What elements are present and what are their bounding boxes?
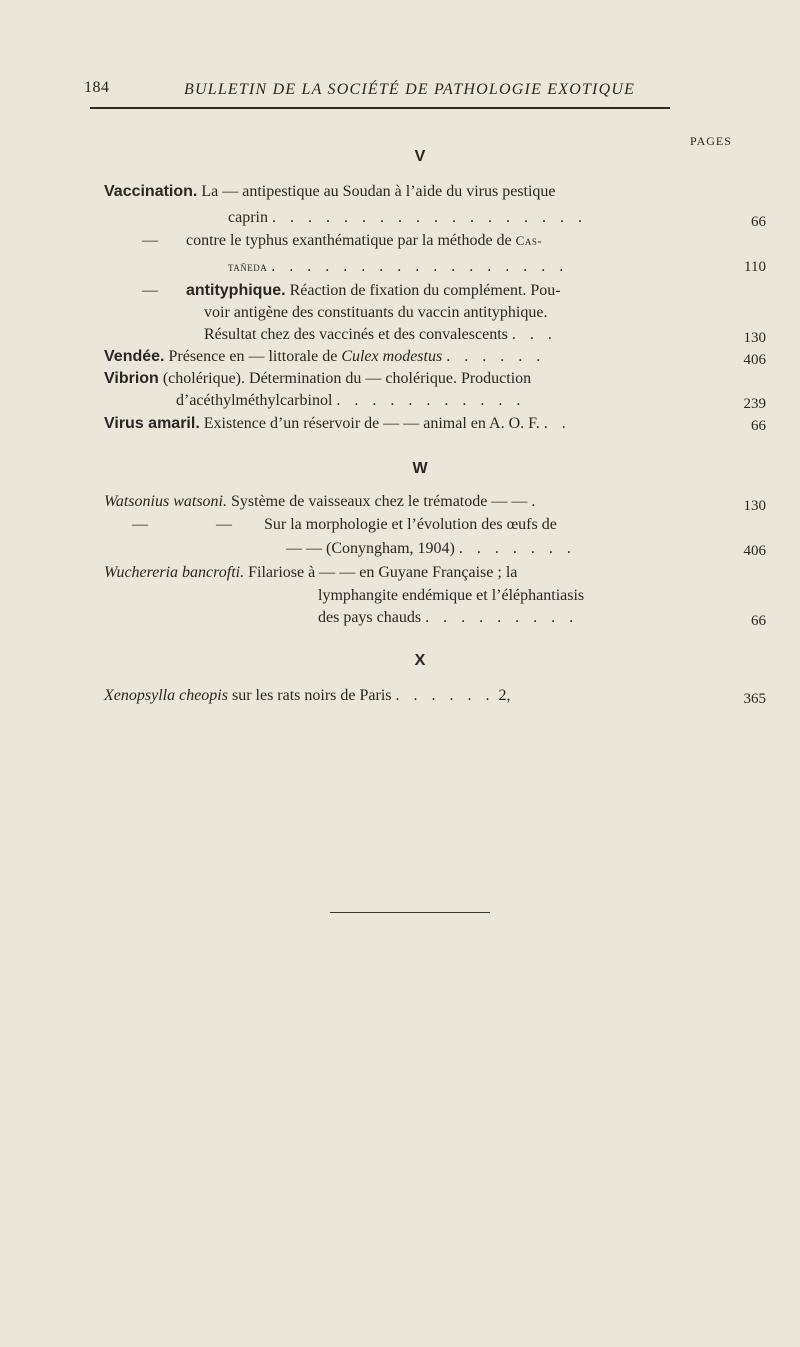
section-letter-v: V — [414, 148, 426, 165]
entry-text: Existence d’un réservoir de — — animal en A. O. F. — [203, 415, 540, 432]
page-ref: 365 — [743, 691, 766, 707]
entry-watsonius — [104, 493, 535, 511]
entry-text: des pays chauds — [318, 609, 422, 626]
page-ref: 406 — [743, 543, 766, 559]
leader-dots: . . . . . . . . . — [425, 609, 579, 626]
entry-wuchereria-line2: lymphangite endémique et l’éléphantiasis — [318, 587, 585, 604]
leader-dots: . . . . . . — [395, 687, 495, 704]
author-name: tañeda — [228, 259, 268, 274]
entry-text: Filariose à — — en Guyane Française ; la — [248, 564, 518, 581]
entry-typhus-line2 — [228, 258, 568, 276]
entry-text: La — antipestique au Soudan à l’aide du virus pestique — [201, 183, 556, 200]
entry-text: Système de vaisseaux chez le trématode — — — [231, 493, 528, 510]
species-name: Culex modestus — [341, 348, 443, 365]
entry-text: (cholérique). Détermination du — cholérique. Production — [162, 370, 532, 387]
page-ref: 66 — [751, 418, 766, 434]
leader-dots: . — [531, 493, 536, 510]
leader-dots: . . — [543, 415, 571, 432]
entry-antityphique-line3 — [204, 326, 557, 344]
leader-dots: . . . — [511, 326, 557, 343]
entry-text: Résultat chez des vaccinés et des convalescents — [204, 326, 508, 343]
entry-text: d’acéthylméthylcarbinol — [176, 392, 333, 409]
ditto-dash: — — [142, 282, 158, 299]
page-ref: 130 — [743, 498, 766, 514]
species-name: Watsonius watsoni. — [104, 493, 227, 510]
entry-xenopsylla — [104, 687, 511, 705]
page-ref: 406 — [743, 352, 766, 368]
section-letter-x: X — [414, 652, 426, 669]
page-ref: 239 — [743, 396, 766, 412]
end-rule — [330, 912, 490, 913]
entry-vendee — [104, 348, 545, 366]
page-number: 184 — [84, 79, 110, 96]
ditto-dash: — — [216, 516, 232, 533]
entry-text: Réaction de fixation du complément. Pou- — [289, 282, 561, 299]
page-ref: 130 — [743, 330, 766, 346]
entry-wuchereria-line1 — [104, 564, 517, 582]
leader-dots: . . . . . . . — [458, 540, 576, 557]
leader-dots: . . . . . . . . . . . . . . . . . — [271, 258, 569, 275]
entry-vaccination-line2 — [228, 209, 587, 227]
entry-vibrion-line2 — [176, 392, 525, 410]
entry-heading: Virus amaril. — [104, 415, 200, 432]
entry-text: Sur la morphologie et l’évolution des œufs de — [264, 516, 557, 533]
entry-text: caprin — [228, 209, 268, 226]
entry-text: Présence en — littorale de — [168, 348, 338, 365]
entry-text: sur les rats noirs de Paris — [231, 687, 392, 704]
pages-column-label: PAGES — [690, 134, 732, 148]
entry-text: contre le typhus exanthématique par la méthode de — [186, 232, 512, 249]
entry-antityphique-line2: voir antigène des constituants du vaccin antityphique. — [204, 304, 548, 321]
entry-watsonius-2-line2 — [286, 540, 576, 558]
page-ref: 110 — [744, 259, 766, 275]
page-ref: 66 — [751, 214, 766, 230]
species-name: Wuchereria bancrofti. — [104, 564, 245, 581]
entry-watsonius-2-line1 — [132, 516, 557, 534]
entry-typhus-line1 — [142, 232, 542, 250]
entry-text: — — (Conyngham, 1904) — [286, 540, 455, 557]
header-rule — [90, 107, 670, 109]
entry-heading: Vibrion — [104, 370, 159, 387]
entry-vibrion-line1 — [104, 370, 531, 388]
leader-dots: . . . . . . . . . . . — [336, 392, 526, 409]
entry-heading: Vaccination. — [104, 183, 198, 200]
author-name: Cas- — [515, 233, 543, 248]
entry-heading: Vendée. — [104, 348, 165, 365]
ditto-dash: — — [142, 232, 158, 249]
leader-dots: . . . . . . — [446, 348, 546, 365]
leader-dots: . . . . . . . . . . . . . . . . . . — [271, 209, 587, 226]
entry-antityphique-line1 — [142, 282, 561, 300]
volume-number: 2, — [498, 687, 511, 704]
entry-vaccination-line1 — [104, 183, 556, 201]
section-letter-w: W — [412, 460, 428, 477]
entry-heading: antityphique. — [186, 282, 286, 299]
entry-wuchereria-line3 — [318, 609, 578, 627]
entry-virus-amaril — [104, 415, 571, 433]
journal-title: BULLETIN DE LA SOCIÉTÉ DE PATHOLOGIE EXOTIQUE — [184, 81, 636, 98]
page-ref: 66 — [751, 613, 766, 629]
species-name: Xenopsylla cheopis — [104, 687, 228, 704]
ditto-dash: — — [132, 516, 148, 533]
